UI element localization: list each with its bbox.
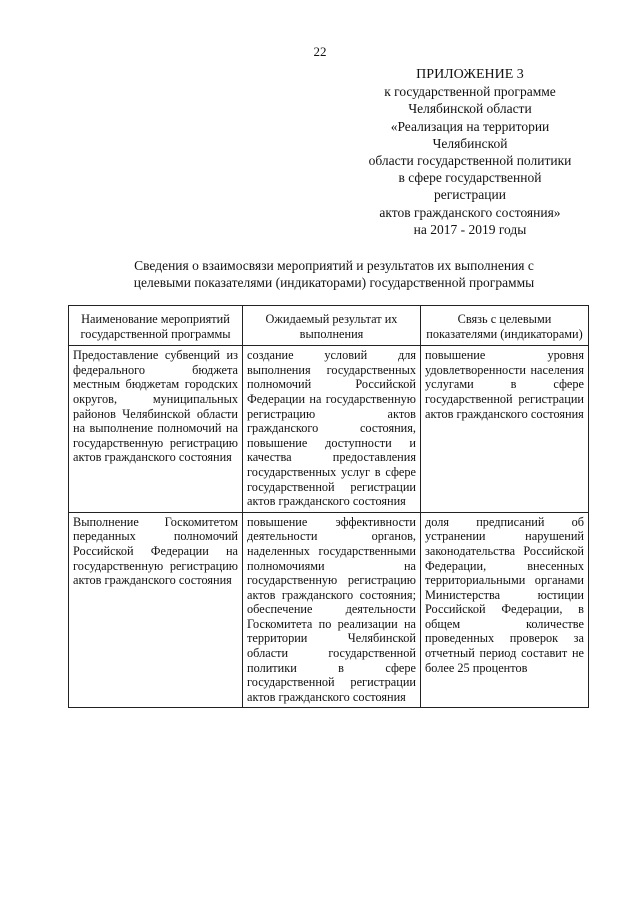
appendix-line: «Реализация на территории bbox=[390, 118, 550, 134]
appendix-line: области государственной политики bbox=[368, 153, 572, 169]
table-cell: Выполнение Госкомитетом переданных полномочий Российской Федерации на государственную регистрацию актов гражданского состояния bbox=[69, 512, 243, 708]
table-header-row bbox=[69, 306, 589, 346]
document-title bbox=[74, 257, 594, 291]
table-row bbox=[69, 346, 589, 513]
header-indicators: Связь с целевыми показателями (индикаторами) bbox=[421, 306, 589, 346]
table-cell: создание условий для выполнения государственных полномочий Российской Федерации на государственную регистрацию актов гражданского состояния, повышение доступности и качества предоставления государственных услуг в сфере государственной регистрации актов гражданского состояния bbox=[243, 346, 421, 513]
page-number: 22 bbox=[313, 44, 327, 59]
table-cell: повышение эффективности деятельности органов, наделенных государственными полномочиями на государственную регистрацию актов гражданского состояния; обеспечение деятельности Госкомитета по реализации на территории Челябинской области государственной политики в сфере государственной регистрации актов гражданского состояния bbox=[243, 512, 421, 708]
appendix-line: регистрации bbox=[434, 187, 506, 203]
table-cell: повышение уровня удовлетворенности населения услугами в сфере государственной регистрации актов гражданского состояния bbox=[421, 346, 589, 513]
appendix-line: актов гражданского состояния» bbox=[379, 204, 561, 220]
appendix-line: Челябинской области bbox=[408, 101, 532, 117]
appendix-line: к государственной программе bbox=[384, 84, 556, 100]
appendix-line: на 2017 - 2019 годы bbox=[413, 221, 527, 237]
appendix-heading: ПРИЛОЖЕНИЕ 3 bbox=[416, 67, 524, 82]
header-expected-result: Ожидаемый результат их выполнения bbox=[243, 306, 421, 346]
appendix-line: в сфере государственной bbox=[398, 170, 542, 186]
title-line: целевыми показателями (индикаторами) государственной программы bbox=[133, 275, 535, 290]
appendix-line: Челябинской bbox=[432, 135, 508, 151]
header-activity: Наименование мероприятий государственной программы bbox=[69, 306, 243, 346]
table-cell: Предоставление субвенций из федерального бюджета местным бюджетам городских округов, муниципальных районов Челябинской области на выполнение полномочий на государственную регистрацию актов гражданского состояния bbox=[69, 346, 243, 513]
relations-table bbox=[68, 305, 589, 708]
table-row bbox=[69, 512, 589, 708]
table-cell: доля предписаний об устранении нарушений законодательства Российской Федерации, внесенных территориальными органами Министерства юстиции Российской Федерации, в общем количестве проведенных проверок за отчетный период составит не более 25 процентов bbox=[421, 512, 589, 708]
appendix-block bbox=[340, 66, 600, 238]
title-line: Сведения о взаимосвязи мероприятий и результатов их выполнения с bbox=[134, 258, 534, 273]
